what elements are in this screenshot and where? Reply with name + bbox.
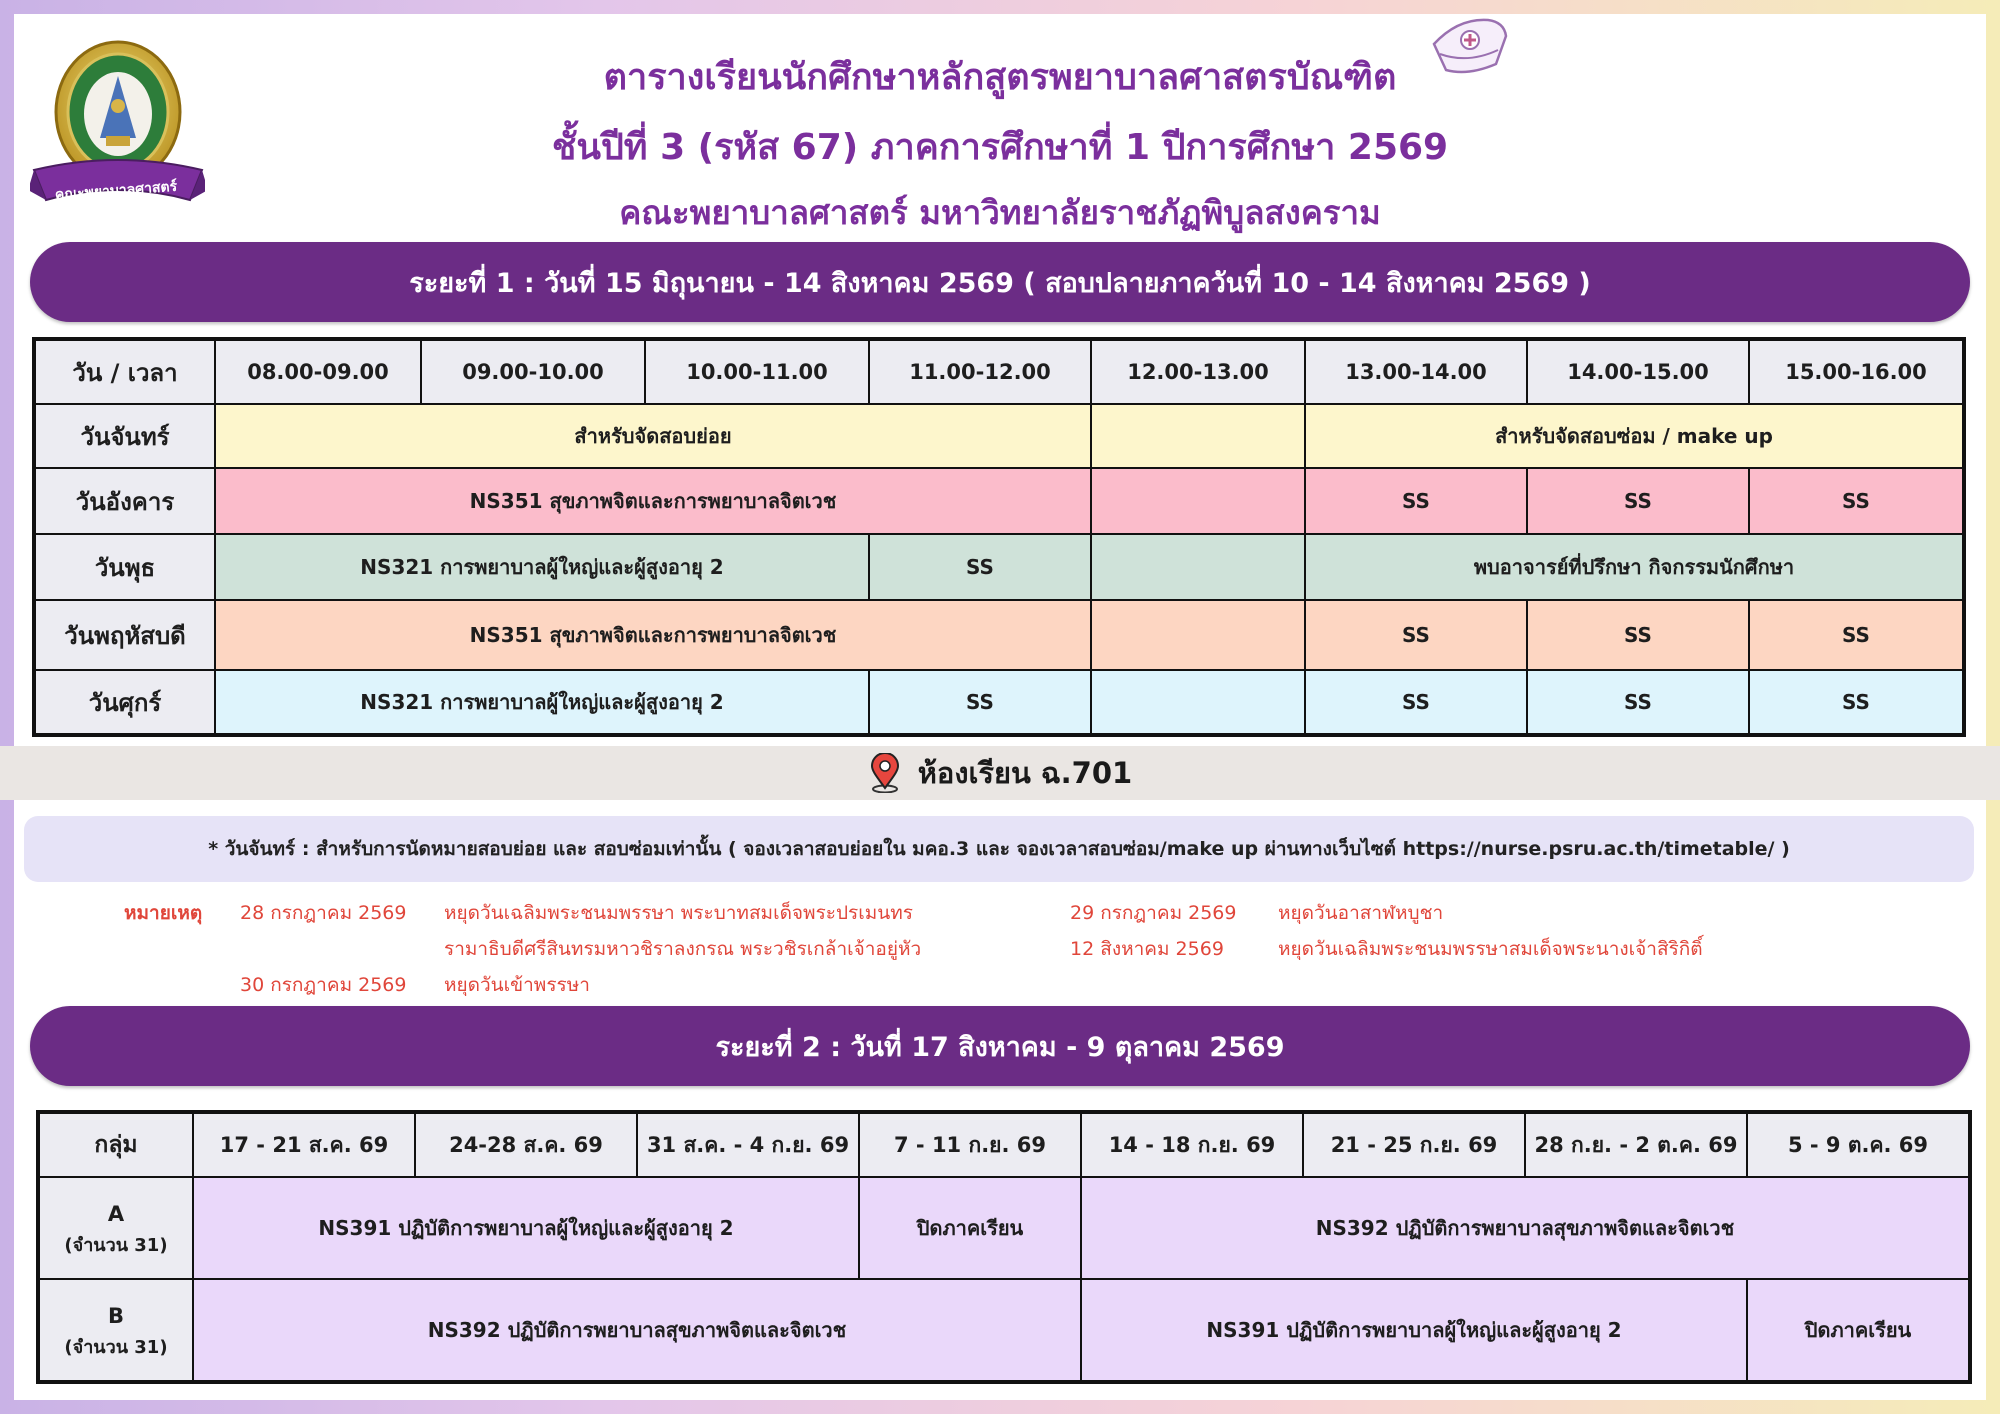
day-label: วันพฤหัสบดี bbox=[35, 600, 215, 670]
week-header: 5 - 9 ต.ค. 69 bbox=[1747, 1113, 1969, 1177]
group-name: B bbox=[107, 1304, 124, 1328]
day-label: วันศุกร์ bbox=[35, 670, 215, 734]
remark-date: 29 กรกฎาคม 2569 bbox=[1070, 902, 1237, 924]
day-label: วันจันทร์ bbox=[35, 404, 215, 468]
row-group-b bbox=[39, 1279, 1969, 1381]
time-header: 13.00-14.00 bbox=[1305, 340, 1527, 404]
week-header: 14 - 18 ก.ย. 69 bbox=[1081, 1113, 1303, 1177]
week-header: 21 - 25 ก.ย. 69 bbox=[1303, 1113, 1525, 1177]
row-group-a bbox=[39, 1177, 1969, 1279]
day-label: วันพุธ bbox=[35, 534, 215, 600]
course-slot: NS351 สุขภาพจิตและการพยาบาลจิตเวช bbox=[215, 600, 1091, 670]
monday-note-text: * วันจันทร์ : สำหรับการนัดหมายสอบย่อย และ สอบซ่อมเท่านั้น ( จองเวลาสอบย่อยใน มคอ.3 และ จองเวลาสอบซ่อม/make up ผ่านทางเว็บไซต์ https://nurse.psru.ac.th/timetable/ ) bbox=[208, 838, 1790, 860]
period2-banner-text: ระยะที่ 2 : วันที่ 17 สิงหาคม - 9 ตุลาคม 2569 bbox=[715, 1031, 1285, 1063]
remarks-label: หมายเหตุ bbox=[124, 902, 203, 924]
row-thursday bbox=[35, 600, 1963, 670]
week-header: 31 ส.ค. - 4 ก.ย. 69 bbox=[637, 1113, 859, 1177]
ss-slot: SS bbox=[1305, 468, 1527, 534]
week-header: 28 ก.ย. - 2 ต.ค. 69 bbox=[1525, 1113, 1747, 1177]
period1-banner-text: ระยะที่ 1 : วันที่ 15 มิถุนายน - 14 สิงหาคม 2569 ( สอบปลายภาควันที่ 10 - 14 สิงหาคม 2569 ) bbox=[409, 267, 1591, 299]
lunch-slot bbox=[1091, 468, 1305, 534]
time-header: 09.00-10.00 bbox=[421, 340, 645, 404]
time-header: 12.00-13.00 bbox=[1091, 340, 1305, 404]
ss-slot: SS bbox=[1527, 468, 1749, 534]
period2-banner bbox=[30, 1006, 1970, 1086]
remark-text: หยุดวันเฉลิมพระชนมพรรษาสมเด็จพระนางเจ้าสิริกิติ์ bbox=[1278, 938, 1703, 960]
ss-slot: SS bbox=[869, 670, 1091, 734]
row-wednesday bbox=[35, 534, 1963, 600]
break-slot: ปิดภาคเรียน bbox=[1747, 1279, 1969, 1381]
time-header: 08.00-09.00 bbox=[215, 340, 421, 404]
time-header: 11.00-12.00 bbox=[869, 340, 1091, 404]
practicum-slot: NS392 ปฏิบัติการพยาบาลสุขภาพจิตและจิตเวช bbox=[193, 1279, 1081, 1381]
practicum-slot: NS391 ปฏิบัติการพยาบาลผู้ใหญ่และผู้สูงอายุ 2 bbox=[1081, 1279, 1747, 1381]
week-header: 17 - 21 ส.ค. 69 bbox=[193, 1113, 415, 1177]
remark-date: 12 สิงหาคม 2569 bbox=[1070, 938, 1224, 960]
remark-text: หยุดวันอาสาฬหบูชา bbox=[1278, 902, 1444, 924]
group-count: (จำนวน 31) bbox=[64, 1337, 168, 1358]
week-header: 7 - 11 ก.ย. 69 bbox=[859, 1113, 1081, 1177]
ss-slot: SS bbox=[1749, 670, 1963, 734]
monday-afternoon-slot: สำหรับจัดสอบซ่อม / make up bbox=[1305, 404, 1963, 468]
remark-date: 28 กรกฎาคม 2569 bbox=[240, 902, 407, 924]
practicum-slot: NS391 ปฏิบัติการพยาบาลผู้ใหญ่และผู้สูงอายุ 2 bbox=[193, 1177, 859, 1279]
period2-practicum-table bbox=[36, 1110, 1972, 1384]
period1-banner bbox=[30, 242, 1970, 322]
monday-morning-slot: สำหรับจัดสอบย่อย bbox=[215, 404, 1091, 468]
classroom-label: ห้องเรียน ฉ.701 bbox=[917, 756, 1133, 790]
location-pin-icon bbox=[868, 753, 902, 793]
week-header: 24-28 ส.ค. 69 bbox=[415, 1113, 637, 1177]
ss-slot: SS bbox=[869, 534, 1091, 600]
lunch-slot bbox=[1091, 404, 1305, 468]
remark-text: รามาธิบดีศรีสินทรมหาวชิราลงกรณ พระวชิรเกล้าเจ้าอยู่หัว bbox=[444, 938, 922, 960]
ss-slot: SS bbox=[1527, 670, 1749, 734]
page-subtitle: ชั้นปีที่ 3 (รหัส 67) ภาคการศึกษาที่ 1 ปีการศึกษา 2569 bbox=[551, 127, 1449, 168]
day-label: วันอังคาร bbox=[35, 468, 215, 534]
lunch-slot bbox=[1091, 670, 1305, 734]
lunch-slot bbox=[1091, 600, 1305, 670]
group-header: กลุ่ม bbox=[39, 1113, 193, 1177]
corner-header: วัน / เวลา bbox=[35, 340, 215, 404]
time-header: 10.00-11.00 bbox=[645, 340, 869, 404]
ss-slot: SS bbox=[1305, 670, 1527, 734]
group-name: A bbox=[107, 1202, 125, 1226]
time-header: 15.00-16.00 bbox=[1749, 340, 1963, 404]
group-count: (จำนวน 31) bbox=[64, 1235, 168, 1256]
faculty-name: คณะพยาบาลศาสตร์ มหาวิทยาลัยราชภัฏพิบูลสงคราม bbox=[619, 193, 1381, 232]
course-slot: NS351 สุขภาพจิตและการพยาบาลจิตเวช bbox=[215, 468, 1091, 534]
course-slot: NS321 การพยาบาลผู้ใหญ่และผู้สูงอายุ 2 bbox=[215, 534, 869, 600]
remark-date: 30 กรกฎาคม 2569 bbox=[240, 974, 407, 996]
advisor-activity-slot: พบอาจารย์ที่ปรึกษา กิจกรรมนักศึกษา bbox=[1305, 534, 1963, 600]
ss-slot: SS bbox=[1305, 600, 1527, 670]
lunch-slot bbox=[1091, 534, 1305, 600]
course-slot: NS321 การพยาบาลผู้ใหญ่และผู้สูงอายุ 2 bbox=[215, 670, 869, 734]
classroom-strip bbox=[0, 746, 2000, 800]
group-label bbox=[39, 1177, 193, 1279]
page-title: ตารางเรียนนักศึกษาหลักสูตรพยาบาลศาสตรบัณฑิต bbox=[603, 57, 1397, 98]
ss-slot: SS bbox=[1527, 600, 1749, 670]
row-tuesday bbox=[35, 468, 1963, 534]
remark-text: หยุดวันเฉลิมพระชนมพรรษา พระบาทสมเด็จพระปรเมนทร bbox=[444, 902, 913, 924]
time-header: 14.00-15.00 bbox=[1527, 340, 1749, 404]
monday-note bbox=[24, 816, 1974, 882]
row-friday bbox=[35, 670, 1963, 734]
logo-ribbon-text: คณะพยาบาลศาสตร์ bbox=[54, 178, 178, 204]
practicum-slot: NS392 ปฏิบัติการพยาบาลสุขภาพจิตและจิตเวช bbox=[1081, 1177, 1969, 1279]
ss-slot: SS bbox=[1749, 468, 1963, 534]
break-slot: ปิดภาคเรียน bbox=[859, 1177, 1081, 1279]
ss-slot: SS bbox=[1749, 600, 1963, 670]
remark-text: หยุดวันเข้าพรรษา bbox=[444, 974, 590, 996]
group-label bbox=[39, 1279, 193, 1381]
period1-timetable bbox=[32, 337, 1966, 737]
row-monday bbox=[35, 404, 1963, 468]
